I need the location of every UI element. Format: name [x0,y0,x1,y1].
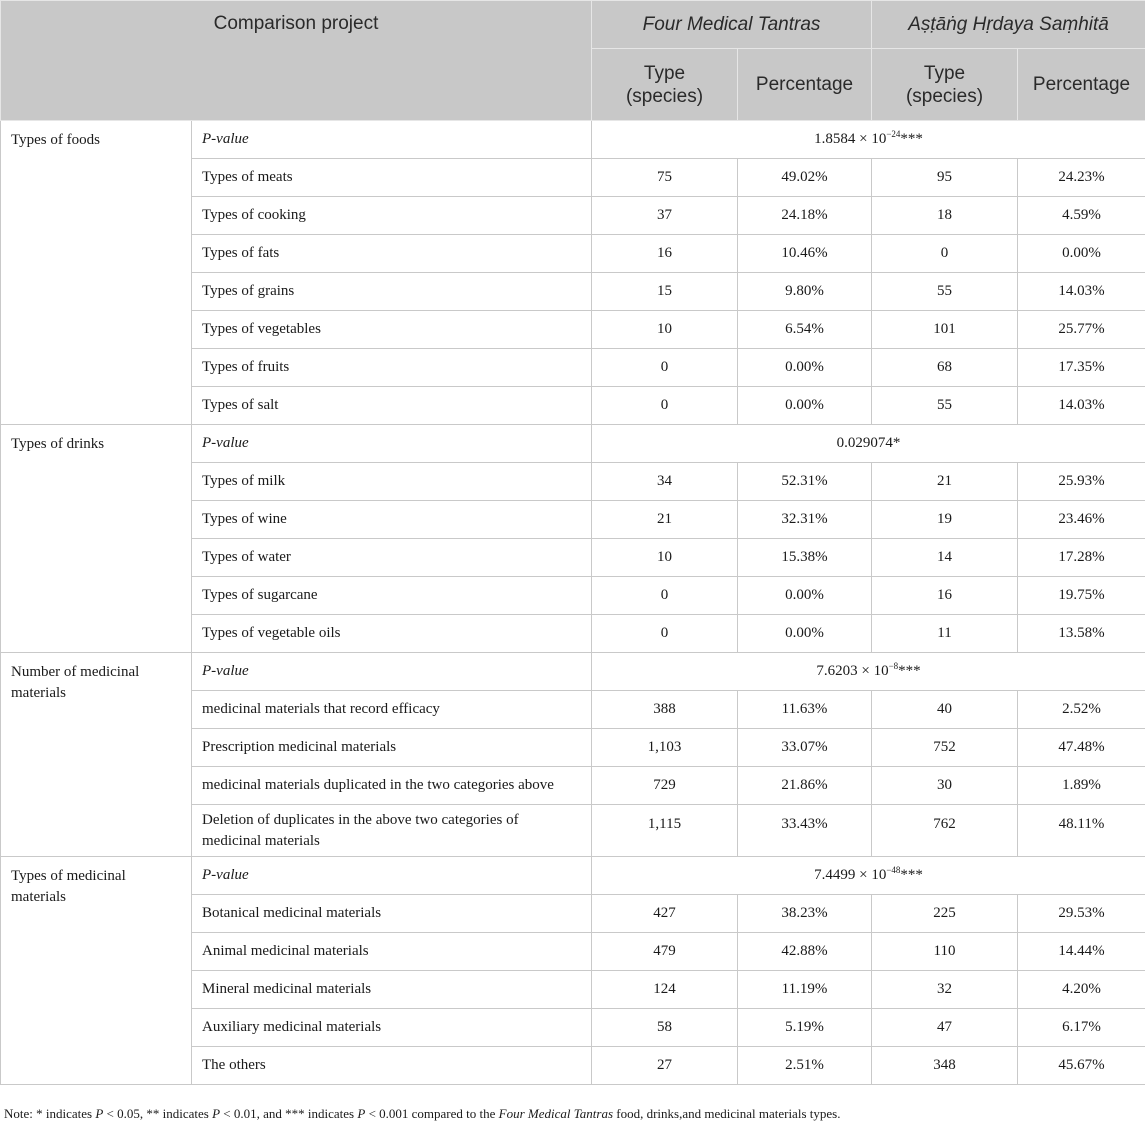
cell-t1: 0 [592,577,738,615]
row-label: medicinal materials duplicated in the two categories above [192,767,592,805]
group-label: Number of medicinal materials [1,653,192,857]
pvalue-exp: −24 [886,129,901,139]
cell-t2: 225 [872,895,1018,933]
cell-t1: 388 [592,691,738,729]
pvalue-label: P-value [192,121,592,159]
cell-p1: 0.00% [738,349,872,387]
cell-p2: 4.59% [1018,197,1145,235]
pvalue-label: P-value [192,857,592,895]
cell-t2: 14 [872,539,1018,577]
cell-t1: 10 [592,539,738,577]
row-label: Types of cooking [192,197,592,235]
cell-p2: 0.00% [1018,235,1145,273]
row-label: Types of meats [192,159,592,197]
row-label: Botanical medicinal materials [192,895,592,933]
pvalue-row [1,653,1145,691]
cell-t1: 427 [592,895,738,933]
pvalue-base: 7.4499 × 10 [814,867,887,883]
pvalue-exp: −8 [888,661,899,671]
pvalue-row [1,425,1145,463]
cell-t2: 32 [872,971,1018,1009]
type-label-line1: Type [643,62,686,84]
table-note: Note: * indicates P < 0.05, ** indicates P < 0.01, and *** indicates P < 0.001 compared to the Four Medical Tantras food, drinks,and medicinal materials types. [4,1106,841,1121]
cell-t2: 40 [872,691,1018,729]
cell-t1: 10 [592,311,738,349]
cell-p1: 11.63% [738,691,872,729]
cell-p1: 0.00% [738,387,872,425]
pvalue-stars: *** [898,663,921,679]
cell-t1: 479 [592,933,738,971]
pvalue-base: 1.8584 × 10 [814,131,887,147]
cell-t1: 16 [592,235,738,273]
cell-p2: 19.75% [1018,577,1145,615]
pvalue-value [592,857,1145,895]
cell-t1: 1,103 [592,729,738,767]
cell-t2: 348 [872,1047,1018,1085]
group-label: Types of foods [1,121,192,425]
row-label: medicinal materials that record efficacy [192,691,592,729]
cell-p2: 6.17% [1018,1009,1145,1047]
source1-type-header [592,49,738,121]
row-label: Types of fruits [192,349,592,387]
cell-t2: 110 [872,933,1018,971]
pvalue-base: 0.029074* [836,435,901,451]
source2-percentage-header: Percentage [1018,49,1145,121]
cell-t1: 0 [592,615,738,653]
cell-p1: 42.88% [738,933,872,971]
cell-t2: 18 [872,197,1018,235]
cell-t1: 0 [592,387,738,425]
row-label: Types of fats [192,235,592,273]
type-label-line2: (species) [625,85,704,107]
type-label-line1: Type [923,62,966,84]
cell-p1: 5.19% [738,1009,872,1047]
cell-p1: 11.19% [738,971,872,1009]
cell-p1: 52.31% [738,463,872,501]
cell-p1: 9.80% [738,273,872,311]
row-label: Auxiliary medicinal materials [192,1009,592,1047]
cell-p2: 2.52% [1018,691,1145,729]
cell-t2: 101 [872,311,1018,349]
cell-p2: 14.03% [1018,273,1145,311]
cell-t1: 75 [592,159,738,197]
row-label: Deletion of duplicates in the above two categories of medicinal materials [192,805,592,857]
row-label: Prescription medicinal materials [192,729,592,767]
row-label: Types of sugarcane [192,577,592,615]
row-label: Types of salt [192,387,592,425]
pvalue-value [592,653,1145,691]
source1-percentage-header: Percentage [738,49,872,121]
source2-type-header [872,49,1018,121]
cell-p1: 2.51% [738,1047,872,1085]
cell-p1: 6.54% [738,311,872,349]
cell-t2: 0 [872,235,1018,273]
cell-t1: 729 [592,767,738,805]
cell-t2: 95 [872,159,1018,197]
row-label: Types of vegetables [192,311,592,349]
cell-t2: 752 [872,729,1018,767]
cell-p1: 21.86% [738,767,872,805]
row-label: Types of grains [192,273,592,311]
table-header [1,1,1145,121]
cell-p2: 14.44% [1018,933,1145,971]
cell-p1: 0.00% [738,615,872,653]
type-label-line2: (species) [905,85,984,107]
cell-p1: 32.31% [738,501,872,539]
cell-p2: 23.46% [1018,501,1145,539]
cell-p2: 45.67% [1018,1047,1145,1085]
cell-p1: 33.43% [738,805,872,857]
source2-header: Aṣṭāṅg Hṛdaya Saṃhitā [872,1,1145,49]
cell-t1: 34 [592,463,738,501]
pvalue-label: P-value [192,425,592,463]
pvalue-row [1,857,1145,895]
cell-p2: 48.11% [1018,805,1145,857]
cell-p2: 4.20% [1018,971,1145,1009]
cell-t2: 47 [872,1009,1018,1047]
cell-p2: 25.77% [1018,311,1145,349]
pvalue-value [592,425,1145,463]
cell-p2: 29.53% [1018,895,1145,933]
cell-p2: 47.48% [1018,729,1145,767]
cell-p2: 14.03% [1018,387,1145,425]
cell-t1: 27 [592,1047,738,1085]
cell-p1: 15.38% [738,539,872,577]
cell-t2: 762 [872,805,1018,857]
cell-p1: 10.46% [738,235,872,273]
pvalue-stars: *** [900,867,923,883]
cell-t2: 16 [872,577,1018,615]
cell-p2: 1.89% [1018,767,1145,805]
row-label: The others [192,1047,592,1085]
source1-header: Four Medical Tantras [592,1,872,49]
cell-p1: 0.00% [738,577,872,615]
cell-t2: 55 [872,387,1018,425]
pvalue-row [1,121,1145,159]
row-label: Types of milk [192,463,592,501]
cell-p2: 17.28% [1018,539,1145,577]
cell-t1: 0 [592,349,738,387]
cell-t2: 68 [872,349,1018,387]
pvalue-stars: *** [900,131,923,147]
group-label: Types of drinks [1,425,192,653]
cell-t2: 30 [872,767,1018,805]
row-label: Animal medicinal materials [192,933,592,971]
table-body [1,121,1145,1085]
cell-t1: 124 [592,971,738,1009]
cell-p1: 49.02% [738,159,872,197]
cell-t1: 37 [592,197,738,235]
row-label: Types of water [192,539,592,577]
cell-t2: 11 [872,615,1018,653]
cell-t2: 55 [872,273,1018,311]
cell-p2: 17.35% [1018,349,1145,387]
cell-t1: 21 [592,501,738,539]
cell-t1: 1,115 [592,805,738,857]
cell-p2: 25.93% [1018,463,1145,501]
comparison-project-header: Comparison project [1,1,592,121]
cell-p1: 38.23% [738,895,872,933]
cell-t1: 15 [592,273,738,311]
cell-p2: 13.58% [1018,615,1145,653]
pvalue-base: 7.6203 × 10 [816,663,889,679]
row-label: Types of vegetable oils [192,615,592,653]
pvalue-value [592,121,1145,159]
row-label: Mineral medicinal materials [192,971,592,1009]
cell-p2: 24.23% [1018,159,1145,197]
cell-p1: 33.07% [738,729,872,767]
pvalue-exp: −48 [886,865,901,875]
cell-p1: 24.18% [738,197,872,235]
row-label: Types of wine [192,501,592,539]
pvalue-label: P-value [192,653,592,691]
group-label: Types of medicinal materials [1,857,192,1085]
cell-t2: 19 [872,501,1018,539]
cell-t2: 21 [872,463,1018,501]
cell-t1: 58 [592,1009,738,1047]
